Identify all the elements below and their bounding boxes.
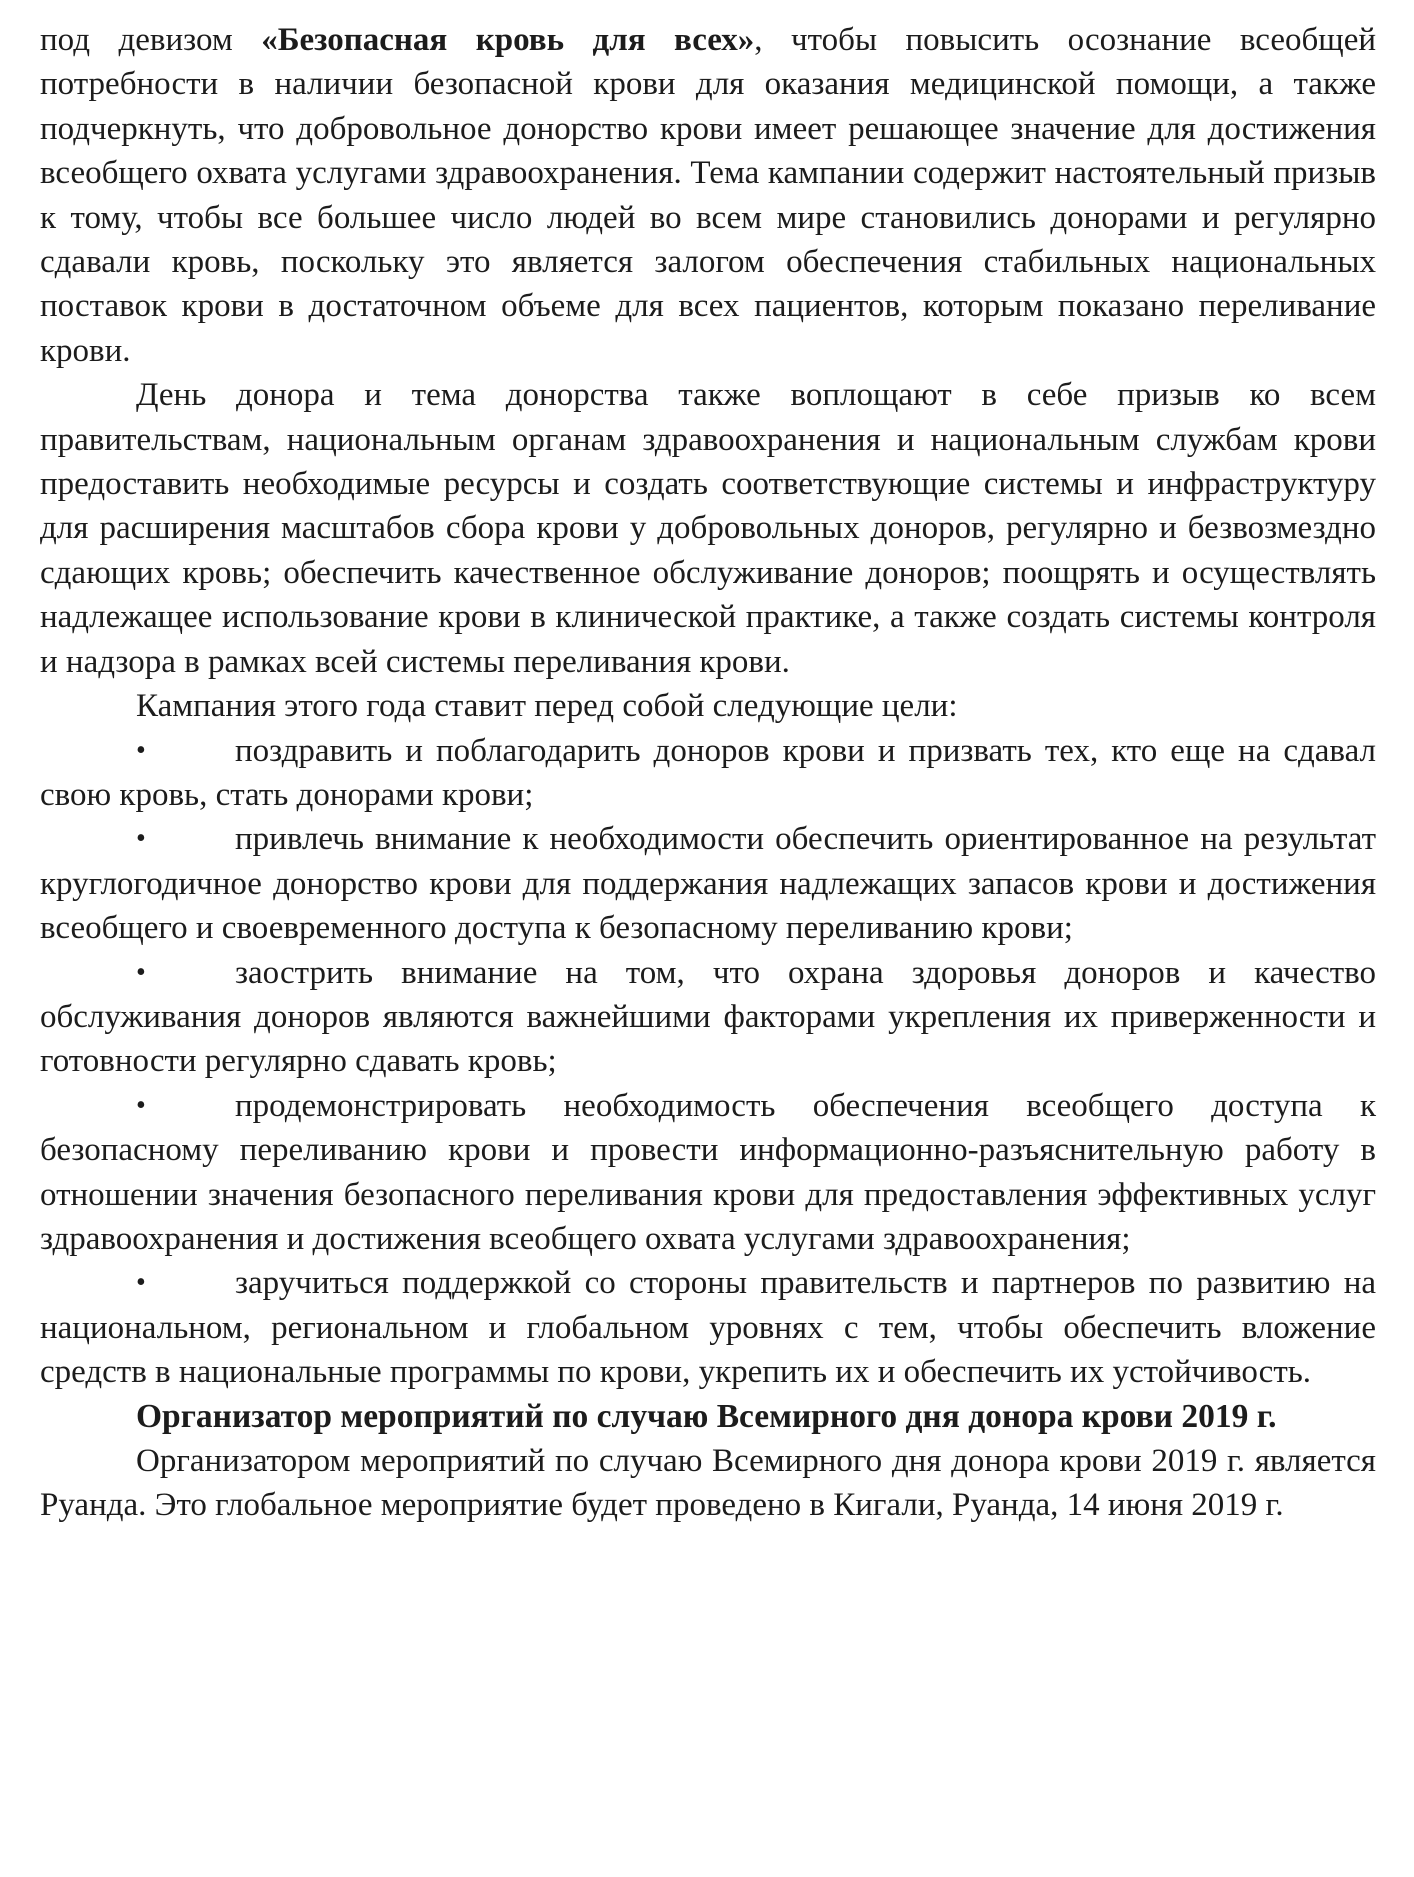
bullet-icon: • — [136, 734, 146, 766]
goal-item — [40, 817, 1376, 950]
goal-item — [40, 951, 1376, 1084]
campaign-motto: «Безопасная кровь для всех» — [261, 22, 755, 58]
goal-item — [40, 1084, 1376, 1262]
goal-item — [40, 729, 1376, 818]
goal-text: поздравить и поблагодарить доноров крови и призвать тех, кто еще на сдавал свою кровь, стать донорами крови; — [40, 732, 1376, 813]
bullet-icon: • — [136, 1267, 146, 1299]
goal-text: заручиться поддержкой со стороны правительств и партнеров по развитию на национальном, региональном и глобальном уровнях с тем, чтобы обеспечить вложение средств в национальные программы по крови, укрепить их и обеспечить их устойчивость. — [40, 1265, 1376, 1391]
paragraph-government-call: День донора и тема донорства также воплощают в себе призыв ко всем правительствам, национальным органам здравоохранения и национальным службам крови предоставить необходимые ресурсы и создать соответствующие системы и инфраструктуру для расширения масштабов сбора крови у добровольных доноров, регулярно и безвозмездно сдающих кровь; обеспечить качественное обслуживание доноров; поощрять и осуществлять надлежащее использование крови в клинической практике, а также создать системы контроля и надзора в рамках всей системы переливания крови. — [40, 377, 1376, 680]
goal-text: заострить внимание на том, что охрана здоровья доноров и качество обслуживания доноров являются важнейшими факторами укрепления их приверженности и готовности регулярно сдавать кровь; — [40, 954, 1376, 1080]
paragraph-campaign-motto — [40, 18, 1376, 373]
section-heading-host: Организатор мероприятий по случаю Всемирного дня донора крови 2019 г. — [136, 1397, 1277, 1435]
goal-text: продемонстрировать необходимость обеспечения всеобщего доступа к безопасному переливанию крови и провести информационно-разъяснительную работу в отношении значения безопасного переливания крови для предоставления эффективных услуг здравоохранения и достижения всеобщего охвата услугами здравоохранения; — [40, 1087, 1376, 1257]
paragraph-campaign-motto-text: , чтобы повысить осознание всеобщей потребности в наличии безопасной крови для оказания медицинской помощи, а также подчеркнуть, что добровольное донорство крови имеет решающее значение для достижения всеобщего охвата услугами здравоохранения. Тема кампании содержит настоятельный призыв к тому, чтобы все большее число людей во всем мире становились донорами и регулярно сдавали кровь, поскольку это является залогом обеспечения стабильных национальных поставок крови в достаточном объеме для всех пациентов, которым показано переливание крови. — [40, 22, 1377, 369]
bullet-icon: • — [136, 956, 146, 988]
goal-text: привлечь внимание к необходимости обеспечить ориентированное на результат круглогодичное донорство крови для поддержания надлежащих запасов крови и достижения всеобщего и своевременного доступа к безопасному переливанию крови; — [40, 821, 1376, 947]
document-page — [40, 18, 1376, 1528]
goal-item — [40, 1261, 1376, 1394]
bullet-icon: • — [136, 823, 146, 855]
motto-prefix: под девизом — [40, 22, 262, 58]
paragraph-goals-intro: Кампания этого года ставит перед собой следующие цели: — [136, 688, 958, 725]
bullet-icon: • — [136, 1089, 146, 1121]
paragraph-host-country: Организатором мероприятий по случаю Всемирного дня донора крови 2019 г. является Руанда. Это глобальное мероприятие будет проведено в Кигали, Руанда, 14 июня 2019 г. — [40, 1443, 1376, 1524]
